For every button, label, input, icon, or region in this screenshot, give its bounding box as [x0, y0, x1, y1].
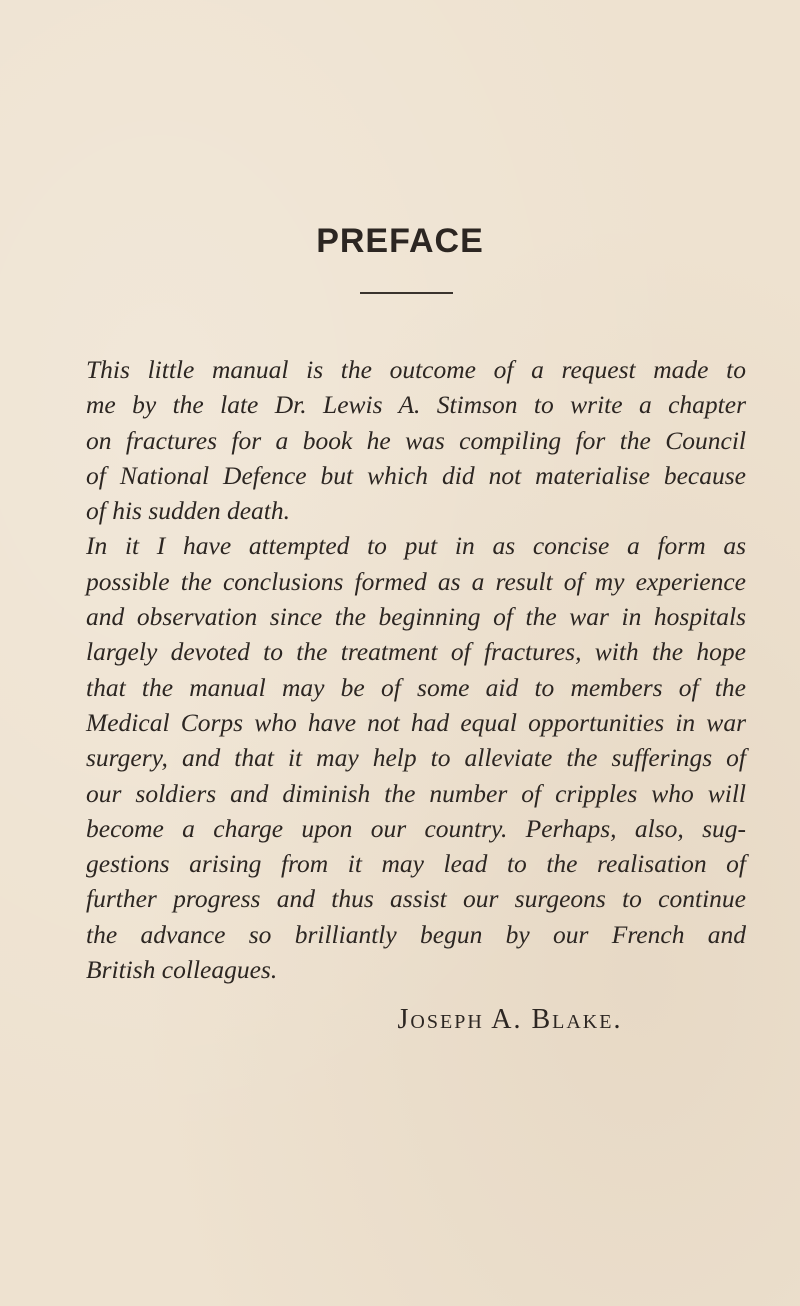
text-line: possible the conclusions formed as a result of my experience — [86, 566, 746, 596]
title-divider — [360, 292, 453, 294]
text-line: become a charge upon our country. Perhaps, also, sug- — [86, 813, 746, 843]
text-line: gestions arising from it may lead to the realisation of — [86, 849, 746, 879]
text-line: of his sudden death. — [86, 496, 290, 526]
text-line: and observation since the beginning of the war in hospitals — [86, 602, 746, 632]
text-line: of National Defence but which did not materialise because — [86, 460, 746, 490]
text-line: me by the late Dr. Lewis A. Stimson to write a chapter — [86, 390, 746, 420]
text-line: British colleagues. — [86, 955, 278, 985]
page-title: PREFACE — [316, 222, 484, 260]
author-signature — [0, 1004, 800, 1036]
text-line: This little manual is the outcome of a request made to — [86, 355, 746, 384]
text-line: the advance so brilliantly begun by our French and — [86, 919, 746, 949]
author-name: Joseph A. Blake. — [397, 1004, 623, 1035]
text-line: further progress and thus assist our surgeons to continue — [86, 884, 746, 914]
text-line: on fractures for a book he was compiling for the Council — [86, 425, 746, 455]
text-line: Medical Corps who have not had equal opportunities in war — [86, 707, 746, 737]
text-line: that the manual may be of some aid to members of the — [86, 672, 746, 702]
preface-body — [86, 352, 746, 987]
text-line: In it I have attempted to put in as concise a form as — [86, 531, 746, 561]
text-line: surgery, and that it may help to alleviate the sufferings of — [86, 743, 746, 773]
text-line: largely devoted to the treatment of fractures, with the hope — [86, 637, 746, 667]
text-line: our soldiers and diminish the number of cripples who will — [86, 778, 746, 808]
